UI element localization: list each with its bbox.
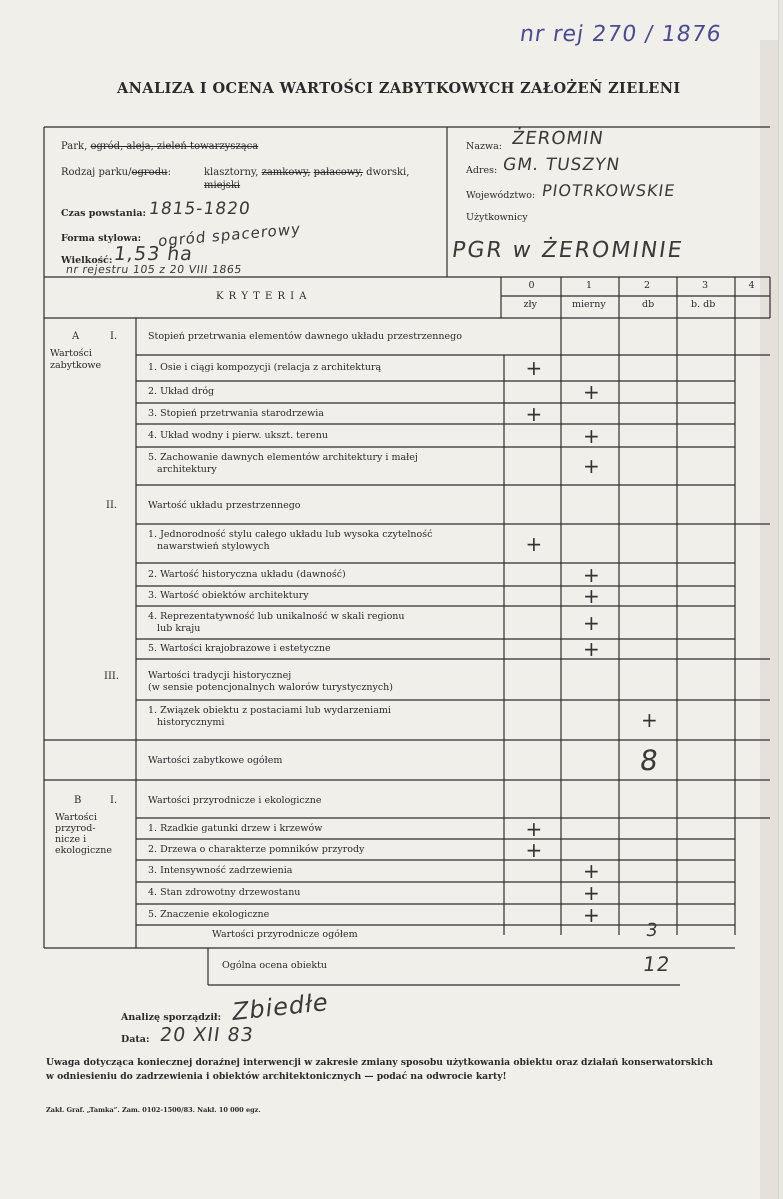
wojewodztwo-label: Województwo: (466, 190, 536, 201)
section-a-total-label: Wartości zabytkowe ogółem (148, 755, 283, 766)
criteria-row-label: 5. Zachowanie dawnych elementów architektury i małej architektury (148, 452, 418, 475)
score-mark: + (583, 881, 600, 905)
uzytkownicy-value: PGR w ŻEROMINIE (450, 238, 686, 263)
score-mark: + (525, 816, 543, 841)
score-col-label: zły (523, 299, 537, 310)
score-col-label: b. db (691, 299, 716, 310)
score-mark: + (525, 401, 543, 426)
adres-value: GM. TUSZYN (501, 155, 622, 175)
score-col-number: 2 (644, 280, 651, 291)
criteria-row-label: 3. Stopień przetrwania starodrzewia (148, 407, 324, 419)
czas-value: 1815-1820 (147, 199, 253, 219)
criteria-row-label: 4. Układ wodny i pierw. ukszt. terenu (148, 429, 328, 441)
score-mark: + (583, 902, 600, 927)
criteria-row-label: 4. Stan zdrowotny drzewostanu (148, 887, 301, 898)
score-col-label: mierny (572, 299, 606, 310)
section-a-name: Wartości zabytkowe (50, 348, 102, 371)
score-mark: + (525, 356, 543, 380)
group-iii-title: Wartości tradycji historycznej (w sensie potencjonalnych walorów turystycznych) (148, 670, 393, 693)
criteria-row-label: 4. Reprezentatywność lub unikalność w skali regionu lub kraju (148, 611, 405, 634)
adres-label: Adres: (466, 165, 498, 176)
form-title: ANALIZA I OCENA WARTOŚCI ZABYTKOWYCH ZAŁOŻEŃ ZIELENI (117, 80, 681, 97)
score-mark: + (525, 837, 543, 862)
nazwa-value: ŻEROMIN (510, 128, 606, 149)
czas-label: Czas powstania: (61, 208, 146, 219)
score-col-label: db (642, 299, 655, 310)
score-mark: + (583, 637, 600, 661)
section-a-letter: A (72, 331, 80, 342)
section-b-roman: I. (110, 795, 118, 806)
group-iii-roman: III. (104, 671, 120, 682)
section-b-total-value: 3 (644, 920, 660, 941)
wielkosc-value: 1,53 ha (112, 243, 195, 265)
printer-note: Zakł. Graf. „Tamka”. Zam. 0102-1500/83. Nakł. 10 000 egz. (46, 1106, 261, 1114)
park-options: ogród, aleja, zieleń towarzysząca (90, 141, 259, 152)
rejestr-value: nr rejestru 105 z 20 VIII 1865 (65, 263, 243, 276)
uzytkownicy-label: Użytkownicy (466, 212, 528, 223)
group-ii-roman: II. (106, 500, 118, 511)
score-mark: + (525, 531, 543, 556)
criteria-row-label: 1. Związek obiektu z postaciami lub wydarzeniami historycznymi (148, 705, 391, 728)
criteria-row-label: 1. Osie i ciągi kompozycji (relacja z architekturą (148, 362, 382, 373)
group-b-title: Wartości przyrodnicze i ekologiczne (148, 795, 322, 806)
score-mark: + (583, 562, 600, 587)
score-mark: + (583, 454, 600, 478)
section-a-roman: I. (110, 331, 118, 342)
section-b-letter: B (74, 795, 82, 806)
warning-line-2: w odniesieniu do zadrzewienia i obiektów architektonicznych — podać na odwrocie karty! (46, 1071, 507, 1082)
criteria-row-label: 2. Wartość historyczna układu (dawność) (148, 568, 346, 580)
registry-note: nr rej 270 / 1876 (518, 22, 724, 47)
overall-label: Ogólna ocena obiektu (222, 960, 328, 971)
section-b-total-label: Wartości przyrodnicze ogółem (212, 929, 358, 940)
score-mark: + (583, 584, 600, 608)
section-a-total-value: 8 (637, 744, 662, 777)
analiza-label: Analizę sporządził: (121, 1012, 222, 1023)
score-col-number: 3 (702, 280, 709, 291)
criteria-row-label: 5. Znaczenie ekologiczne (148, 908, 270, 920)
score-mark: + (583, 380, 600, 404)
score-mark: + (583, 859, 600, 883)
score-mark: + (583, 423, 600, 448)
score-mark: + (583, 610, 600, 635)
score-col-number: 0 (528, 280, 535, 291)
section-b-name: Wartości przyrod- nicze i ekologiczne (55, 812, 113, 856)
criteria-row-label: 1. Jednorodność stylu całego układu lub wysoka czytelność nawarstwień stylowych (148, 529, 433, 552)
rodzaj-options: klasztorny, zamkowy, pałacowy, dworski, (204, 167, 410, 178)
wielkosc-label: Wielkość: (61, 255, 113, 266)
group-i-title: Stopień przetrwania elementów dawnego układu przestrzennego (148, 331, 462, 342)
group-ii-title: Wartość układu przestrzennego (148, 500, 301, 511)
overall-value: 12 (641, 952, 673, 976)
forma-value: ogród spacerowy (157, 219, 302, 251)
criteria-row-label: 3. Intensywność zadrzewienia (148, 865, 293, 876)
criteria-row-label: 3. Wartość obiektów architektury (148, 590, 309, 601)
park-label: Park, ogród, aleja, zieleń towarzysząca (61, 141, 259, 152)
score-col-number: 4 (748, 280, 755, 291)
rodzaj-option-miejski: miejski (204, 180, 241, 191)
warning-line-1: Uwaga dotycząca koniecznej doraźnej interwencji w zakresie zmiany sposobu użytkowania obiektu oraz działań konserwatorskich (46, 1057, 713, 1068)
data-label: Data: (121, 1034, 150, 1045)
kryteria-header: K R Y T E R I A (216, 291, 308, 302)
criteria-row-label: 1. Rzadkie gatunki drzew i krzewów (148, 822, 323, 834)
wojewodztwo-value: PIOTRKOWSKIE (540, 181, 677, 200)
nazwa-label: Nazwa: (466, 141, 502, 152)
score-mark: + (641, 708, 658, 732)
analiza-signature: Zbiedłe (230, 987, 331, 1027)
data-value: 20 XII 83 (158, 1024, 256, 1046)
score-col-number: 1 (586, 280, 593, 291)
forma-label: Forma stylowa: (61, 233, 142, 244)
criteria-row-label: 5. Wartości krajobrazowe i estetyczne (148, 643, 331, 654)
criteria-row-label: 2. Układ dróg (148, 386, 215, 397)
rodzaj-label: Rodzaj parku/ogrodu: (61, 167, 171, 178)
criteria-row-label: 2. Drzewa o charakterze pomników przyrody (148, 843, 365, 855)
